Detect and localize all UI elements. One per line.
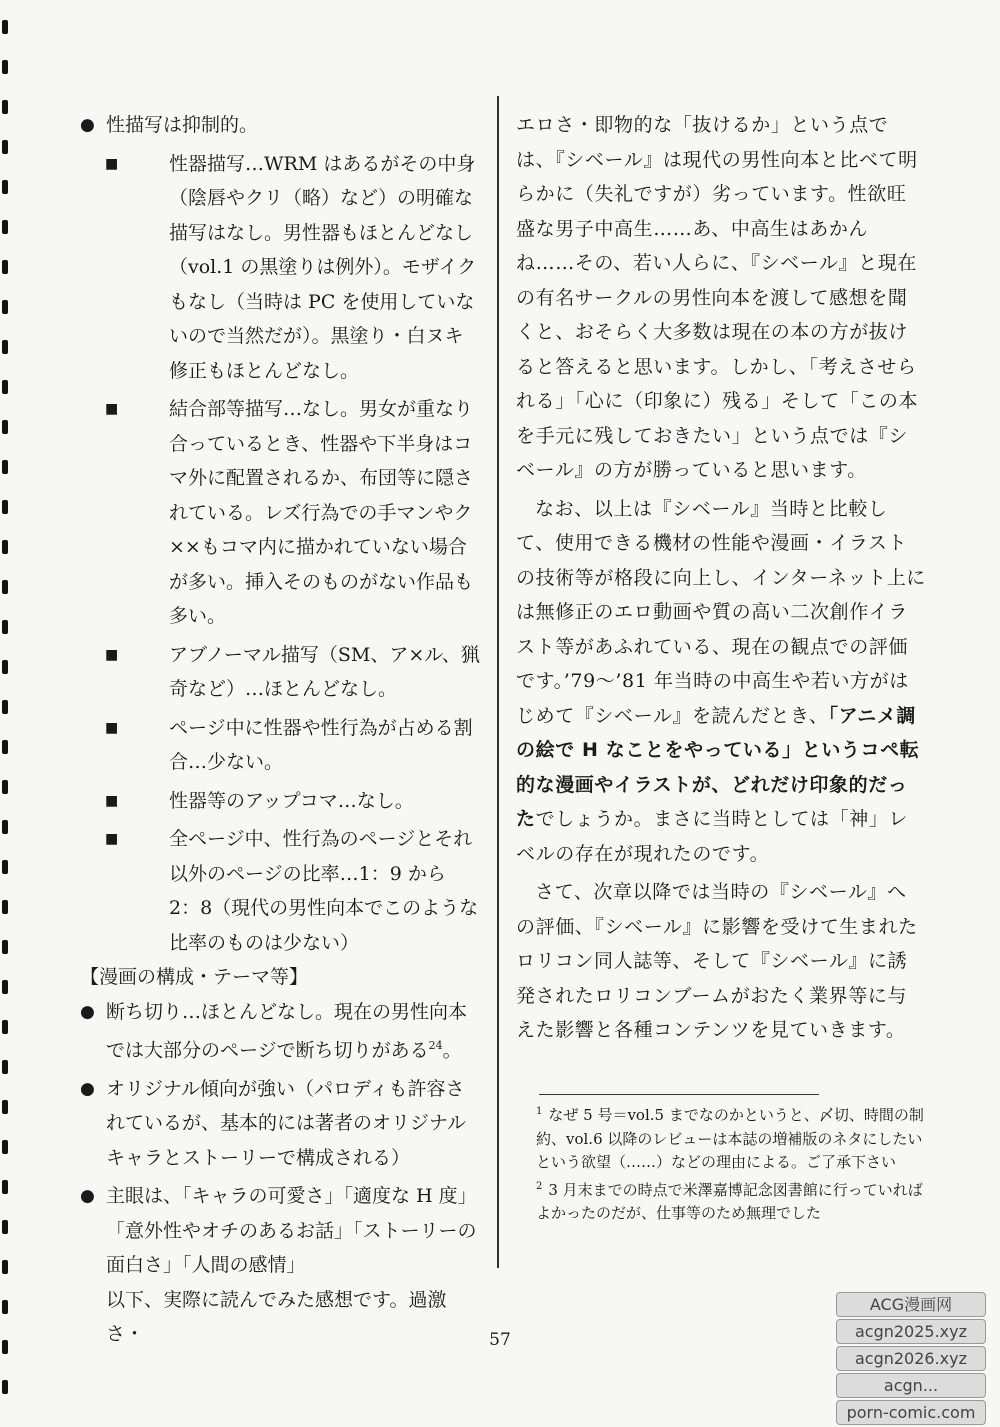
paragraph-3: さて、次章以降では当時の『シベール』への評価、『シベール』に影響を受けて生まれたロリコン同人誌等、そして『シベール』に誘発されたロリコンブームがおたく業界等に与えた影響と各種コンテンツを見ていきます。 [516, 881, 918, 1041]
bullet-original: ● オリジナル傾向が強い（パロディも許容されているが、基本的には著者のオリジナルキャラとストーリーで構成される） [80, 1072, 480, 1176]
footnote-2-number: 2 [536, 1180, 543, 1192]
watermark-line-2: acgn2025.xyz [836, 1319, 986, 1344]
column-divider [497, 96, 499, 1268]
left-column [80, 108, 480, 1352]
footnote-ref-24: 24 [428, 1039, 443, 1052]
sub-abnormal-depiction: ■ アブノーマル描写（SM、ア×ル、猟奇など）…ほとんどなし。 [105, 638, 480, 707]
bullet-bleed-text: 断ち切り…ほとんどなし。現在の男性向本では大部分のページで断ち切りがある [106, 1000, 468, 1062]
sub-genital-depiction: ■ 性器描写…WRM はあるがその中身（陰唇やクリ（略）など）の明確な描写はなし。男性器もほとんどなし（vol.1 の黒塗りは例外）。モザイクもなし（当時は PC を使用していないので当然だが）。黒塗り・白ヌキ修正もほとんどなし。 [105, 147, 480, 389]
footnote-2 [516, 1175, 926, 1226]
sub-sex-page-ratio: ■ 全ページ中、性行為のページとそれ以外のページの比率…1：9 から 2：8（現代の男性向本でこのような比率のものは少ない） [105, 822, 480, 960]
watermark-line-3: acgn2026.xyz [836, 1346, 986, 1371]
bullet-focus: ● 主眼は、「キャラの可愛さ」「適度な H 度」「意外性やオチのあるお話」「ストーリーの面白さ」「人間の感情」 [80, 1179, 480, 1283]
watermark-line-5: porn-comic.com [836, 1400, 986, 1425]
footnote-1 [516, 1100, 926, 1175]
bullet-bleed [80, 995, 480, 1068]
page-number: 57 [489, 1330, 511, 1350]
watermark-line-1: ACG漫画网 [836, 1292, 986, 1317]
paragraph-2 [516, 492, 926, 872]
sub-closeup: ■ 性器等のアップコマ…なし。 [105, 784, 480, 819]
footnote-1-text: なぜ 5 号＝vol.5 までなのかというと、〆切、時間の制約、vol.6 以降のレビューは本誌の増補版のネタにしたいという欲望（……）などの理由による。ご了承下さい [536, 1106, 924, 1171]
paragraph-2-a: なお、以上は『シベール』当時と比較して、使用できる機材の性能や漫画・イラストの技術等が格段に向上し、インターネット上には無修正のエロ動画や質の高い二次創作イラスト等があふれている、現在の観点での評価です。’79～’81 年当時の中高生や若い方がはじめて『シベール』を読んだとき、 [516, 497, 926, 727]
watermark-line-4: acgn... [836, 1373, 986, 1398]
paragraph-1: エロさ・即物的な「抜けるか」という点では、『シベール』は現代の男性向本と比べて明らかに（失礼ですが）劣っています。性欲旺盛な男子中高生……あ、中高生はあかんね……その、若い人らに、『シベール』と現在の有名サークルの男性向本を渡して感想を聞くと、おそらく大多数は現在の本の方が抜けると答えると思います。しかし、「考えさせられる」「心に（印象に）残る」そして「この本を手元に残しておきたい」という点では『シベール』の方が勝っていると思います。 [516, 114, 919, 481]
watermark [836, 1290, 986, 1427]
sub-page-ratio: ■ ページ中に性器や性行為が占める割合…少ない。 [105, 711, 480, 780]
bullet-restraint: ● 性描写は抑制的。 [80, 108, 480, 143]
footnote-1-number: 1 [536, 1106, 543, 1117]
section-heading: 【漫画の構成・テーマ等】 [80, 966, 309, 988]
sub-joining-depiction: ■ 結合部等描写…なし。男女が重なり合っているとき、性器や下半身はコマ外に配置されるか、布団等に隠されている。レズ行為での手マンやク××もコマ内に描かれていない場合が多い。挿入そのものがない作品も多い。 [105, 392, 480, 634]
footnote-rule [539, 1094, 819, 1095]
bullet-bleed-end: 。 [442, 1039, 462, 1062]
closing-text: 以下、実際に読んでみた感想です。過激さ・ [106, 1288, 447, 1346]
right-column [516, 108, 926, 1048]
footnote-2-text: 3 月末までの時点で米澤嘉博記念図書館に行っていればよかったのだが、仕事等のため無理でした [536, 1180, 923, 1222]
paragraph-2-bold: 「アニメ調の絵で H なことをやっている」というコペ転的な漫画やイラストが、どれだけ印象的だった [516, 704, 920, 830]
footnotes [516, 1100, 926, 1226]
paragraph-2-b: でしょうか。まさに当時としては「神」レベルの存在が現れたのです。 [516, 808, 909, 865]
binding-holes [0, 0, 14, 1419]
